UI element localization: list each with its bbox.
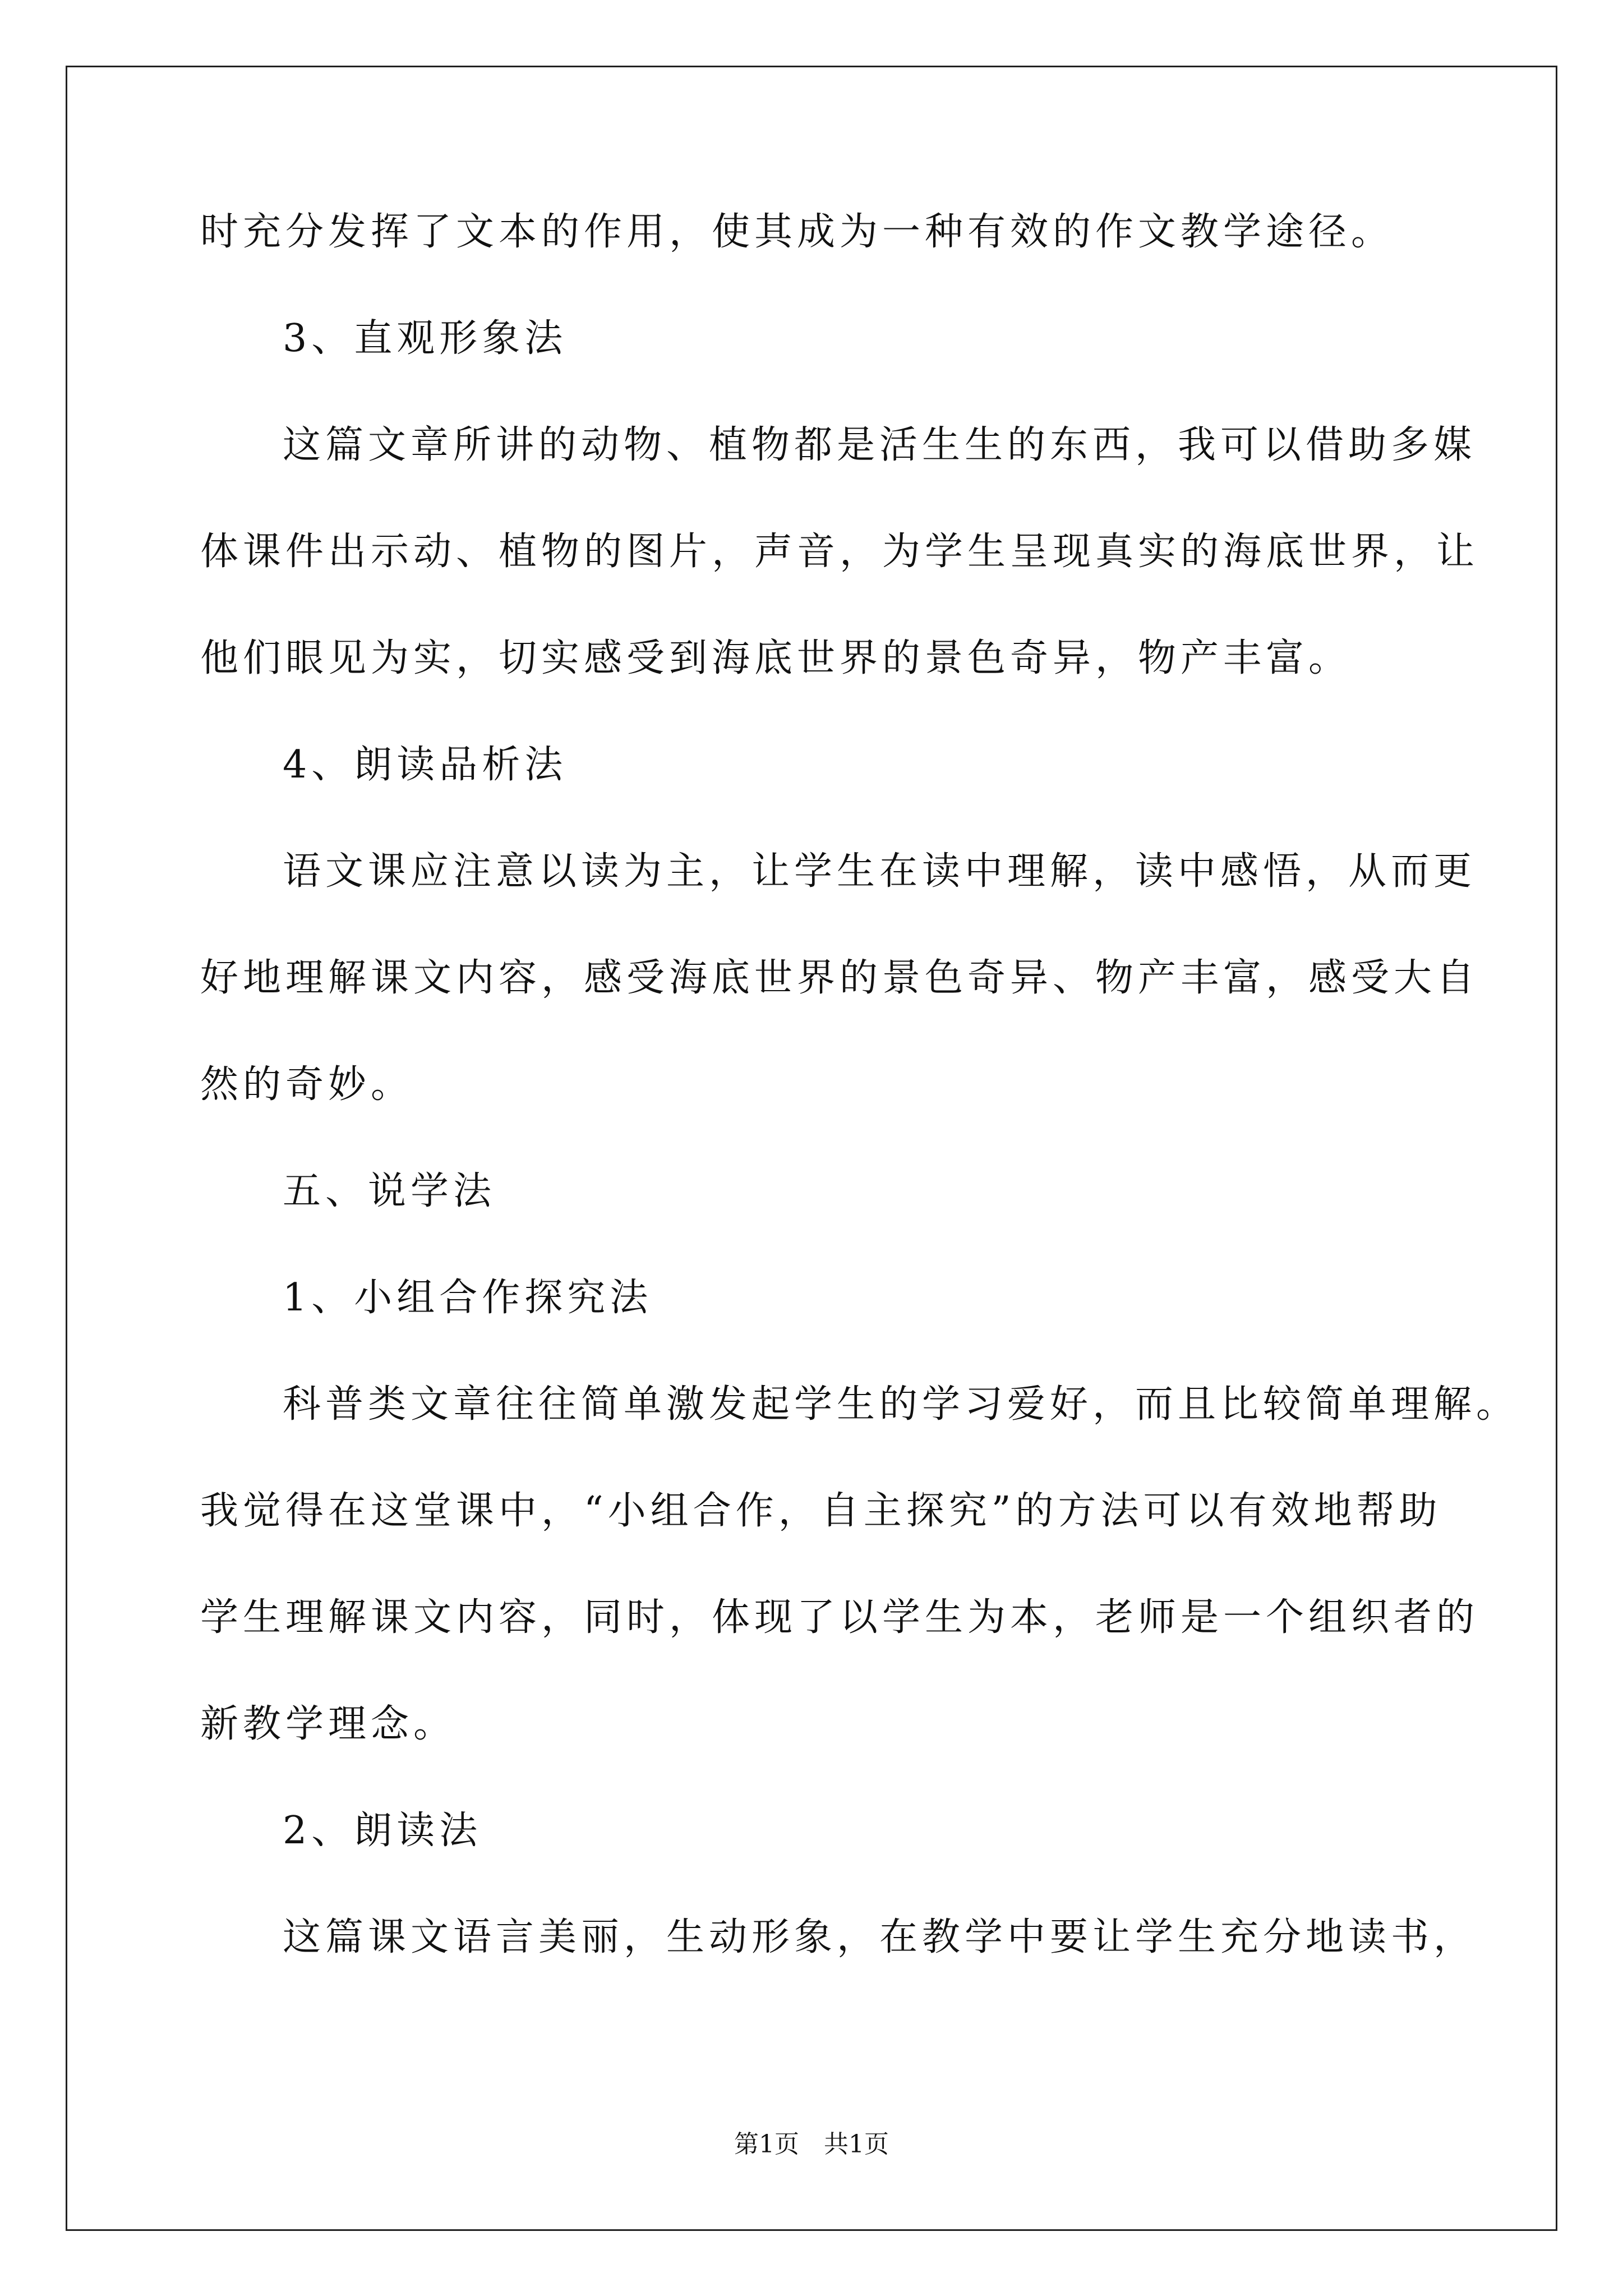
text-line: 好地理解课文内容，感受海底世界的景色奇异、物产丰富，感受大自: [200, 956, 1479, 1000]
section-heading: 2、朗读法: [283, 1809, 482, 1853]
section-heading: 1、小组合作探究法: [283, 1276, 653, 1320]
text-line: 时充分发挥了文本的作用，使其成为一种有效的作文教学途径。: [200, 210, 1394, 254]
text-line: 科普类文章往往简单激发起学生的学习爱好，而且比较简单理解。: [283, 1382, 1519, 1427]
text-line: 然的奇妙。: [200, 1062, 414, 1107]
text-line: 新教学理念。: [200, 1702, 457, 1746]
text-line: 他们眼见为实，切实感受到海底世界的景色奇异，物产丰富。: [200, 636, 1352, 680]
page-border: [66, 66, 1557, 2231]
text-line: 学生理解课文内容，同时，体现了以学生为本，老师是一个组织者的: [200, 1595, 1479, 1640]
text-line: 体课件出示动、植物的图片，声音，为学生呈现真实的海底世界，让: [200, 530, 1479, 574]
text-line: 我觉得在这堂课中，“小组合作，自主探究”的方法可以有效地帮助: [200, 1489, 1442, 1533]
text-line: 语文课应注意以读为主，让学生在读中理解，读中感悟，从而更: [283, 849, 1477, 894]
section-heading: 五、说学法: [283, 1169, 496, 1213]
section-heading: 3、直观形象法: [283, 316, 568, 361]
section-heading: 4、朗读品析法: [283, 743, 568, 787]
text-line: 这篇课文语言美丽，生动形象，在教学中要让学生充分地读书，: [283, 1915, 1477, 1959]
page-number: 第1页 共1页: [734, 2130, 889, 2159]
text-line: 这篇文章所讲的动物、植物都是活生生的东西，我可以借助多媒: [283, 423, 1477, 467]
